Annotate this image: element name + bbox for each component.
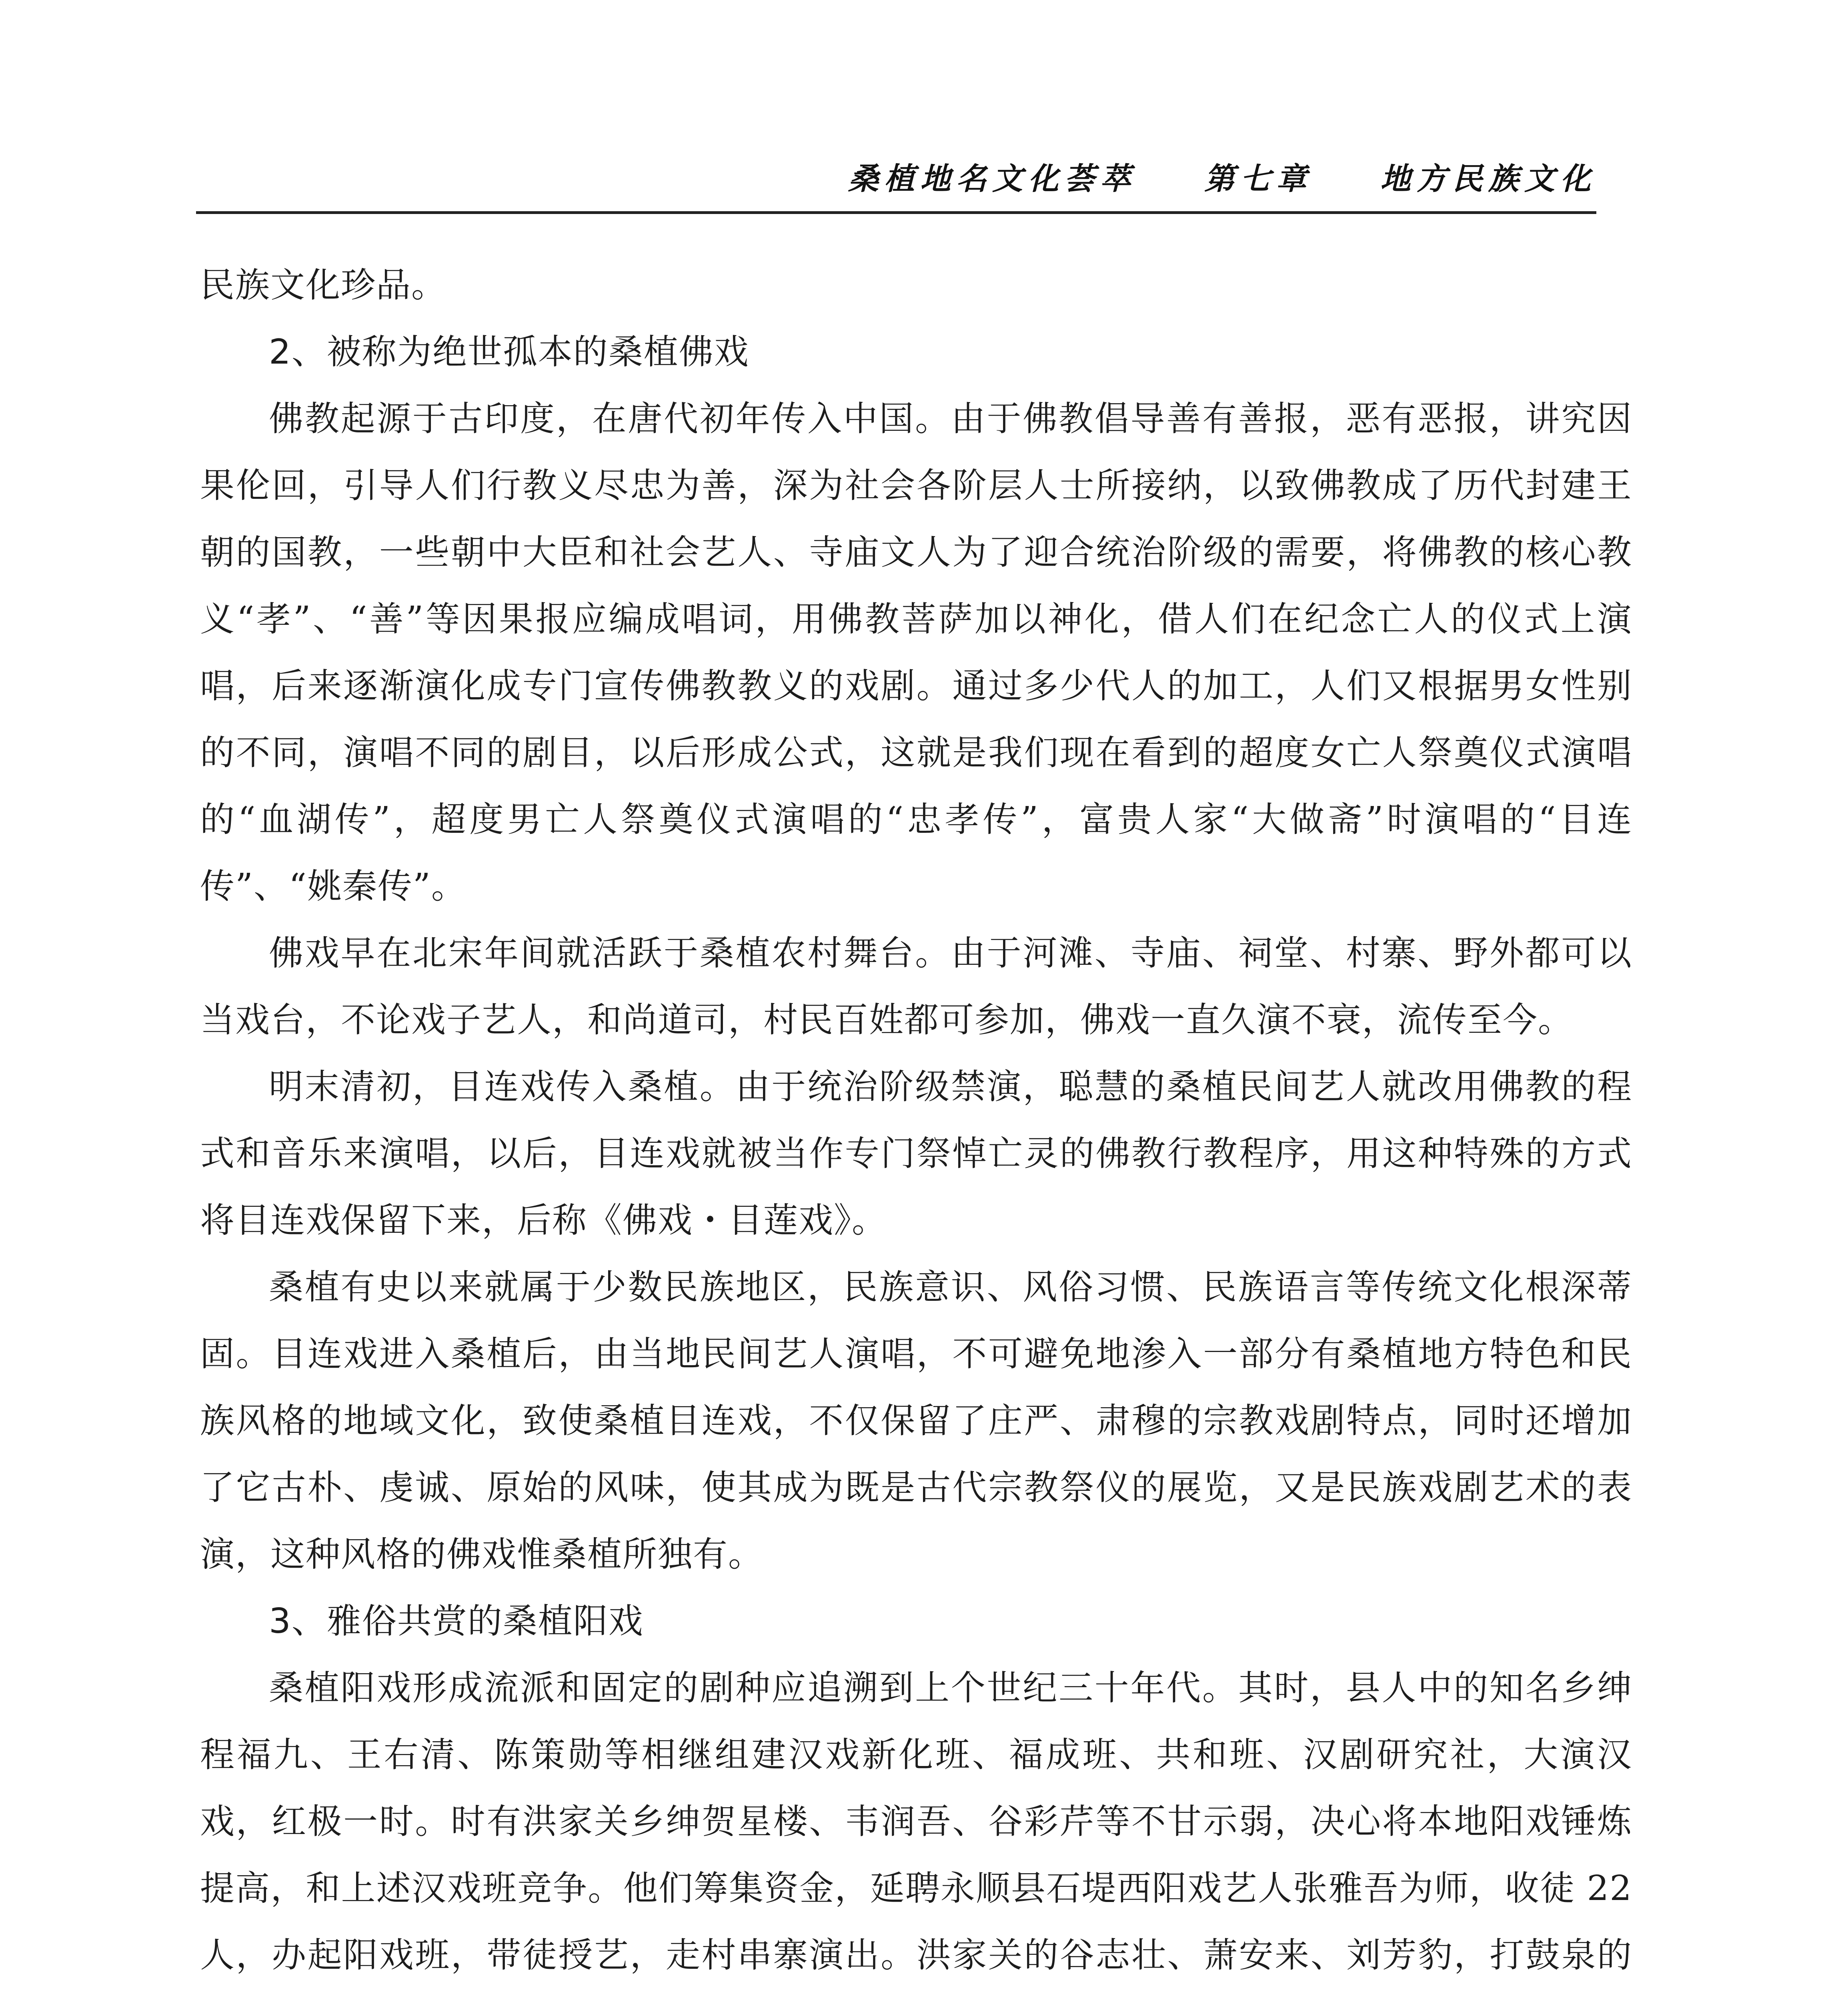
- paragraph: 佛戏早在北宋年间就活跃于桑植农村舞台。由于河滩、寺庙、祠堂、村寨、野外都可以当戏台，不论戏子艺人，和尚道司，村民百姓都可参加，佛戏一直久演不衰，流传至今。: [200, 933, 1632, 1040]
- header-chapter: 第七章: [1204, 161, 1312, 196]
- paragraph: 佛教起源于古印度，在唐代初年传入中国。由于佛教倡导善有善报，恶有恶报，讲究因果伦回，引导人们行教义尽忠为善，深为社会各阶层人士所接纳，以致佛教成了历代封建王朝的国教，一些朝中大臣和社会艺人、寺庙文人为了迎合统治阶级的需要，将佛教的核心教义“孝”、“善”等因果报应编成唱词，用佛教菩萨加以神化，借人们在纪念亡人的仪式上演唱，后来逐渐演化成专门宣传佛教教义的戏剧。通过多少代人的加工，人们又根据男女性别的不同，演唱不同的剧目，以后形成公式，这就是我们现在看到的超度女亡人祭奠仪式演唱的“血湖传”，超度男亡人祭奠仪式演唱的“忠孝传”，富贵人家“大做斋”时演唱的“目连传”、“姚秦传”。: [200, 399, 1632, 906]
- paragraph: 明末清初，目连戏传入桑植。由于统治阶级禁演，聪慧的桑植民间艺人就改用佛教的程式和音乐来演唱，以后，目连戏就被当作专门祭悼亡灵的佛教行教程序，用这种特殊的方式将目连戏保留下来，后称《佛戏・目莲戏》。: [200, 1067, 1632, 1240]
- header-rule: [196, 211, 1596, 214]
- paragraph: 桑植有史以来就属于少数民族地区，民族意识、风俗习惯、民族语言等传统文化根深蒂固。目连戏进入桑植后，由当地民间艺人演唱，不可避免地渗入一部分有桑植地方特色和民族风格的地域文化，致使桑植目连戏，不仅保留了庄严、肃穆的宗教戏剧特点，同时还增加了它古朴、虔诚、原始的风味，使其成为既是古代宗教祭仪的展览，又是民族戏剧艺术的表演，这种风格的佛戏惟桑植所独有。: [200, 1267, 1632, 1574]
- paragraph: 桑植阳戏形成流派和固定的剧种应追溯到上个世纪三十年代。其时，县人中的知名乡绅程福九、王右清、陈策勋等相继组建汉戏新化班、福成班、共和班、汉剧研究社，大演汉戏，红极一时。时有洪家关乡绅贺星楼、韦润吾、谷彩芹等不甘示弱，决心将本地阳戏锤炼提高，和上述汉戏班竞争。他们筹集资金，延聘永顺县石堤西阳戏艺人张雅吾为师，收徒 22 人，办起阳戏班，带徒授艺，走村串寨演出。洪家关的谷志壮、萧安来、刘芳豹，打鼓泉的: [200, 1668, 1632, 1975]
- section-heading-yang-opera: 3、雅俗共赏的桑植阳戏: [269, 1601, 644, 1641]
- header-book-title: 桑植地名文化荟萃: [848, 161, 1136, 196]
- header-chapter-title: 地方民族文化: [1380, 161, 1596, 196]
- section-heading-buddhist-opera: 2、被称为绝世孤本的桑植佛戏: [269, 332, 749, 372]
- paragraph-continued: 民族文化珍品。: [200, 265, 446, 305]
- page-body: [200, 252, 1632, 2000]
- running-header: [196, 149, 1596, 209]
